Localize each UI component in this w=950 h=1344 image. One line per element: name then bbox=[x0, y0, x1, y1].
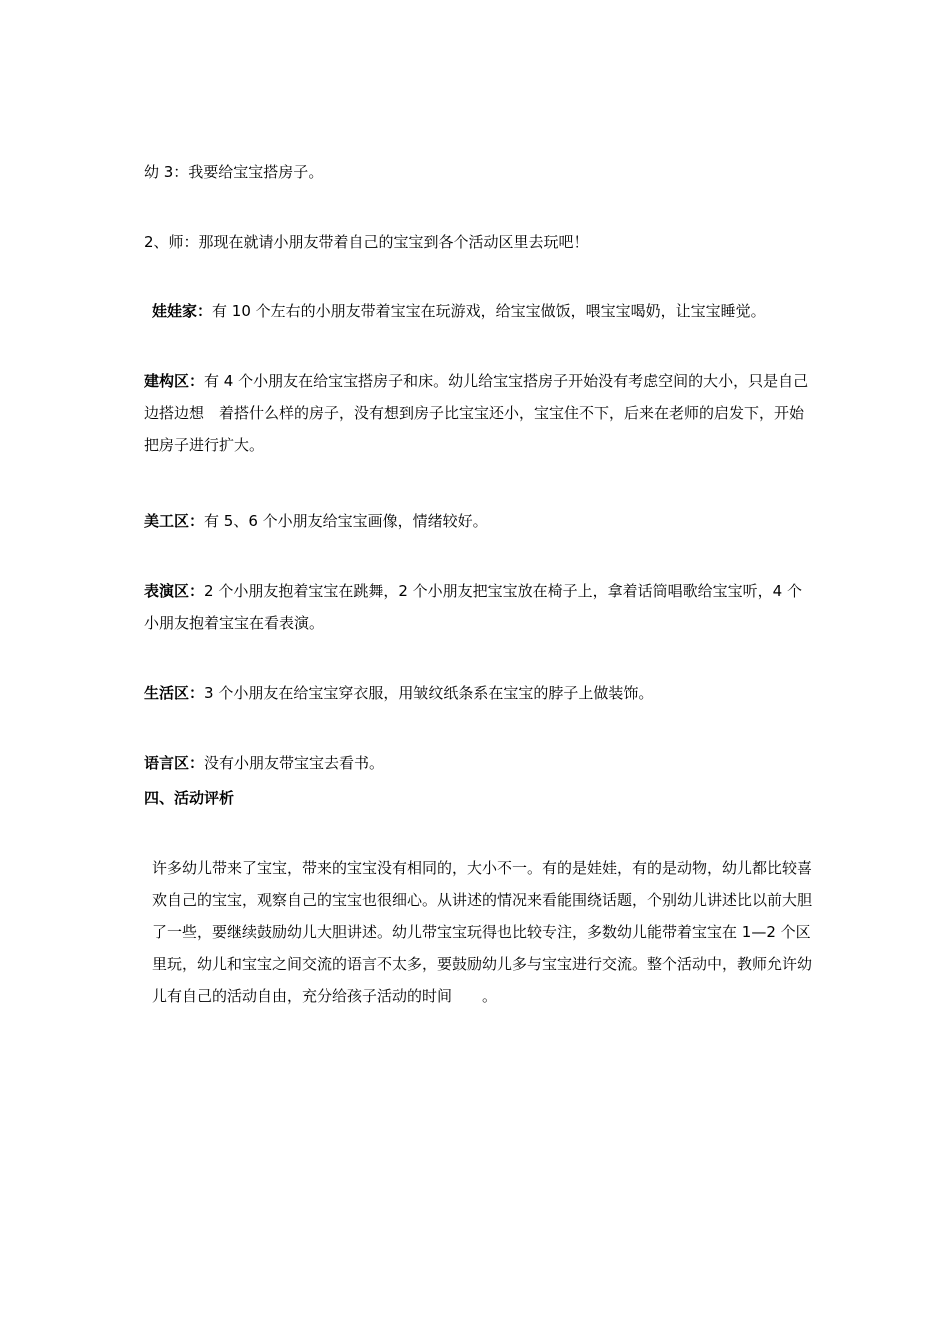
area-construction bbox=[144, 365, 814, 461]
area-label: 娃娃家： bbox=[152, 302, 213, 320]
area-text: 有 5、6 个小朋友给宝宝画像，情绪较好。 bbox=[204, 512, 488, 530]
area-text: 2 个小朋友抱着宝宝在跳舞，2 个小朋友把宝宝放在椅子上，拿着话筒唱歌给宝宝听，4 个小朋友抱着宝宝在看表演。 bbox=[144, 582, 802, 632]
area-text: 有 10 个左右的小朋友带着宝宝在玩游戏，给宝宝做饭，喂宝宝喝奶，让宝宝睡觉。 bbox=[212, 302, 766, 320]
area-label: 语言区： bbox=[144, 754, 205, 772]
area-text: 没有小朋友带宝宝去看书。 bbox=[204, 754, 385, 772]
area-performance bbox=[144, 575, 814, 639]
area-doll-house bbox=[144, 295, 822, 327]
area-label: 建构区： bbox=[144, 372, 205, 390]
activity-analysis bbox=[144, 852, 822, 1012]
heading-text: 四、活动评析 bbox=[144, 789, 235, 807]
area-label: 美工区： bbox=[144, 512, 205, 530]
analysis-text: 许多幼儿带来了宝宝，带来的宝宝没有相同的，大小不一。有的是娃娃，有的是动物，幼儿都比较喜欢自己的宝宝，观察自己的宝宝也很细心。从讲述的情况来看能围绕话题，个别幼儿讲述比以前大胆了一些，要继续鼓励幼儿大胆讲述。幼儿带宝宝玩得也比较专注，多数幼儿能带着宝宝在 1—2 个区里玩，幼儿和宝宝之间交流的语言不太多，要鼓励幼儿多与宝宝进行交流。整个活动中，教师允许幼儿有自己的活动自由，充分给孩子活动的时间 。 bbox=[152, 859, 813, 1005]
dialogue-line bbox=[144, 156, 814, 188]
area-language bbox=[144, 747, 814, 779]
dialogue-text: 幼 3：我要给宝宝搭房子。 bbox=[144, 163, 324, 181]
area-art bbox=[144, 505, 814, 537]
area-label: 表演区： bbox=[144, 582, 205, 600]
area-life bbox=[144, 677, 814, 709]
area-text: 3 个小朋友在给宝宝穿衣服，用皱纹纸条系在宝宝的脖子上做装饰。 bbox=[204, 684, 654, 702]
section-heading bbox=[144, 782, 814, 814]
area-text: 有 4 个小朋友在给宝宝搭房子和床。幼儿给宝宝搭房子开始没有考虑空间的大小，只是自己边搭边想 着搭什么样的房子，没有想到房子比宝宝还小，宝宝住不下，后来在老师的启发下，开始把房子进行扩大。 bbox=[144, 372, 809, 454]
instruction-text: 2、师：那现在就请小朋友带着自己的宝宝到各个活动区里去玩吧！ bbox=[144, 233, 589, 251]
teacher-instruction bbox=[144, 226, 814, 258]
area-label: 生活区： bbox=[144, 684, 205, 702]
